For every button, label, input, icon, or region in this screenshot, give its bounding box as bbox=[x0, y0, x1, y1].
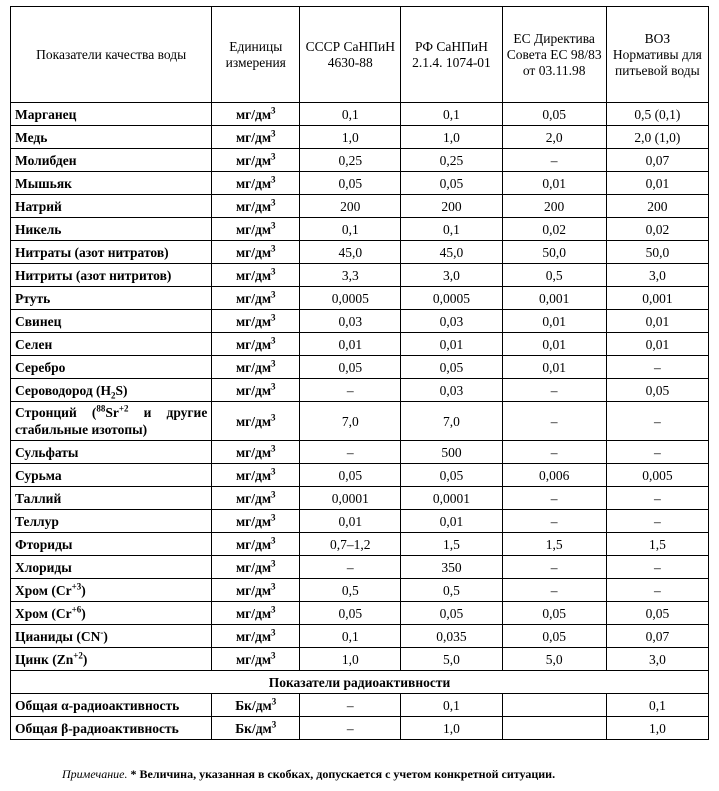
value-rf: 0,0001 bbox=[401, 487, 502, 510]
value-who: 3,0 bbox=[606, 264, 708, 287]
table-row bbox=[11, 310, 709, 333]
unit-cell bbox=[212, 356, 300, 379]
value-ussr: 0,1 bbox=[300, 218, 401, 241]
value-rf: 0,1 bbox=[401, 218, 502, 241]
unit-text: мг/дм bbox=[235, 513, 272, 529]
value-rf: 0,1 bbox=[401, 694, 502, 717]
unit-exponent: 3 bbox=[271, 289, 276, 299]
unit-cell bbox=[212, 103, 300, 126]
unit-exponent: 3 bbox=[271, 650, 276, 660]
value-who: 0,01 bbox=[606, 172, 708, 195]
header-indicator: Показатели качества воды bbox=[11, 7, 212, 103]
unit-text: мг/дм bbox=[235, 106, 272, 122]
value-eu: – bbox=[502, 402, 606, 441]
unit-cell bbox=[212, 441, 300, 464]
unit-exponent: 3 bbox=[271, 512, 276, 522]
name-part: Стронций ( bbox=[15, 405, 97, 420]
value-rf: 0,0005 bbox=[401, 287, 502, 310]
unit-exponent: 3 bbox=[271, 105, 276, 115]
value-who: – bbox=[606, 510, 708, 533]
table-row bbox=[11, 287, 709, 310]
value-ussr: – bbox=[300, 717, 401, 740]
unit-text: мг/дм bbox=[235, 628, 272, 644]
table-row bbox=[11, 172, 709, 195]
indicator-name: Сурьма bbox=[11, 464, 212, 487]
value-rf: 0,03 bbox=[401, 310, 502, 333]
value-who: 0,01 bbox=[606, 333, 708, 356]
table-row bbox=[11, 464, 709, 487]
value-eu: 0,006 bbox=[502, 464, 606, 487]
value-ussr: – bbox=[300, 379, 401, 402]
indicator-name: Хлориды bbox=[11, 556, 212, 579]
unit-exponent: 3 bbox=[271, 381, 276, 391]
table-row bbox=[11, 402, 709, 441]
name-part: Хром (Cr bbox=[15, 605, 72, 621]
value-ussr: 0,05 bbox=[300, 464, 401, 487]
unit-exponent: 3 bbox=[271, 335, 276, 345]
value-who: 1,5 bbox=[606, 533, 708, 556]
value-rf: 500 bbox=[401, 441, 502, 464]
value-ussr: – bbox=[300, 441, 401, 464]
indicator-name: Свинец bbox=[11, 310, 212, 333]
name-part: и другие стабильные изотопы) bbox=[15, 405, 208, 437]
table-row bbox=[11, 533, 709, 556]
value-ussr: 1,0 bbox=[300, 126, 401, 149]
value-who: 0,5 (0,1) bbox=[606, 103, 708, 126]
value-who: 1,0 bbox=[606, 717, 708, 740]
value-ussr: 1,0 bbox=[300, 648, 401, 671]
value-ussr: 0,05 bbox=[300, 602, 401, 625]
value-ussr: 0,05 bbox=[300, 172, 401, 195]
unit-text: мг/дм bbox=[235, 359, 272, 375]
table-row bbox=[11, 441, 709, 464]
unit-cell bbox=[212, 533, 300, 556]
value-ussr: 3,3 bbox=[300, 264, 401, 287]
value-who: 0,05 bbox=[606, 602, 708, 625]
value-rf: 0,25 bbox=[401, 149, 502, 172]
value-eu: 200 bbox=[502, 195, 606, 218]
name-part: Сероводород (H bbox=[15, 382, 112, 398]
indicator-name bbox=[11, 625, 212, 648]
name-subscript: 2 bbox=[111, 390, 116, 401]
indicator-name bbox=[11, 602, 212, 625]
indicator-name: Медь bbox=[11, 126, 212, 149]
indicator-name bbox=[11, 648, 212, 671]
value-ussr: 200 bbox=[300, 195, 401, 218]
value-rf: 0,01 bbox=[401, 510, 502, 533]
value-rf: 200 bbox=[401, 195, 502, 218]
value-who: 0,07 bbox=[606, 625, 708, 648]
unit-text: мг/дм bbox=[235, 244, 272, 260]
value-rf: 7,0 bbox=[401, 402, 502, 441]
unit-cell bbox=[212, 333, 300, 356]
name-element: Sr bbox=[105, 405, 119, 420]
footnote-label: Примечание. bbox=[62, 767, 128, 781]
unit-exponent: 3 bbox=[271, 243, 276, 253]
section-row bbox=[11, 671, 709, 694]
unit-text: мг/дм bbox=[235, 536, 272, 552]
unit-exponent: 3 bbox=[271, 466, 276, 476]
value-ussr: 0,1 bbox=[300, 625, 401, 648]
value-eu: 0,05 bbox=[502, 625, 606, 648]
unit-text: мг/дм bbox=[235, 336, 272, 352]
unit-text: мг/дм bbox=[235, 382, 272, 398]
value-rf: 350 bbox=[401, 556, 502, 579]
unit-cell bbox=[212, 287, 300, 310]
unit-exponent: 3 bbox=[271, 604, 276, 614]
value-rf: 1,5 bbox=[401, 533, 502, 556]
unit-cell bbox=[212, 579, 300, 602]
value-eu: 1,5 bbox=[502, 533, 606, 556]
value-eu: 0,5 bbox=[502, 264, 606, 287]
unit-text: мг/дм bbox=[235, 467, 272, 483]
table-row bbox=[11, 379, 709, 402]
indicator-name: Общая α-радиоактивность bbox=[11, 694, 212, 717]
table-row bbox=[11, 487, 709, 510]
name-superscript: - bbox=[100, 627, 104, 637]
name-part: S) bbox=[115, 382, 128, 398]
unit-exponent: 3 bbox=[271, 627, 276, 637]
unit-exponent: 3 bbox=[271, 412, 276, 422]
value-rf: 0,5 bbox=[401, 579, 502, 602]
table-row bbox=[11, 195, 709, 218]
value-eu: 5,0 bbox=[502, 648, 606, 671]
indicator-name: Никель bbox=[11, 218, 212, 241]
indicator-name: Фториды bbox=[11, 533, 212, 556]
unit-text: мг/дм bbox=[235, 582, 272, 598]
unit-text: мг/дм bbox=[235, 221, 272, 237]
unit-exponent: 3 bbox=[271, 312, 276, 322]
unit-exponent: 3 bbox=[271, 558, 276, 568]
value-who: 200 bbox=[606, 195, 708, 218]
value-who: 2,0 (1,0) bbox=[606, 126, 708, 149]
value-ussr: – bbox=[300, 556, 401, 579]
value-ussr: 0,01 bbox=[300, 333, 401, 356]
indicator-name: Общая β-радиоактивность bbox=[11, 717, 212, 740]
value-who: 3,0 bbox=[606, 648, 708, 671]
unit-text: мг/дм bbox=[235, 559, 272, 575]
unit-text: мг/дм bbox=[235, 413, 272, 429]
value-rf: 0,05 bbox=[401, 172, 502, 195]
unit-text: мг/дм bbox=[235, 198, 272, 214]
value-eu: 0,01 bbox=[502, 172, 606, 195]
unit-text: мг/дм bbox=[235, 313, 272, 329]
table-row bbox=[11, 264, 709, 287]
value-who: – bbox=[606, 402, 708, 441]
indicator-name: Сульфаты bbox=[11, 441, 212, 464]
value-eu: 50,0 bbox=[502, 241, 606, 264]
unit-exponent: 3 bbox=[271, 489, 276, 499]
value-who: 0,1 bbox=[606, 694, 708, 717]
value-eu: – bbox=[502, 510, 606, 533]
unit-cell bbox=[212, 694, 300, 717]
value-eu: 0,05 bbox=[502, 602, 606, 625]
table-row bbox=[11, 556, 709, 579]
table-row bbox=[11, 103, 709, 126]
unit-text: Бк/дм bbox=[235, 697, 272, 713]
table-row bbox=[11, 241, 709, 264]
value-eu: 0,01 bbox=[502, 310, 606, 333]
name-charge: +2 bbox=[118, 403, 129, 414]
unit-text: мг/дм bbox=[235, 152, 272, 168]
unit-exponent: 3 bbox=[271, 443, 276, 453]
indicator-name bbox=[11, 379, 212, 402]
indicator-name: Натрий bbox=[11, 195, 212, 218]
indicator-name: Молибден bbox=[11, 149, 212, 172]
unit-cell bbox=[212, 556, 300, 579]
unit-text: мг/дм bbox=[235, 290, 272, 306]
unit-cell bbox=[212, 510, 300, 533]
table-row bbox=[11, 694, 709, 717]
unit-text: мг/дм bbox=[235, 651, 272, 667]
indicator-name: Селен bbox=[11, 333, 212, 356]
table-row bbox=[11, 648, 709, 671]
value-rf: 0,03 bbox=[401, 379, 502, 402]
unit-cell bbox=[212, 402, 300, 441]
table-row bbox=[11, 126, 709, 149]
indicator-name: Ртуть bbox=[11, 287, 212, 310]
unit-text: мг/дм bbox=[235, 605, 272, 621]
unit-text: мг/дм bbox=[235, 490, 272, 506]
unit-cell bbox=[212, 264, 300, 287]
indicator-name: Таллий bbox=[11, 487, 212, 510]
value-who: 0,05 bbox=[606, 379, 708, 402]
unit-cell bbox=[212, 310, 300, 333]
value-ussr: 0,01 bbox=[300, 510, 401, 533]
table-row bbox=[11, 333, 709, 356]
header-rf: РФ СаНПиН 2.1.4. 1074-01 bbox=[401, 7, 502, 103]
value-ussr: 0,25 bbox=[300, 149, 401, 172]
unit-exponent: 3 bbox=[271, 696, 277, 706]
unit-exponent: 3 bbox=[271, 220, 276, 230]
footnote bbox=[62, 767, 555, 782]
unit-exponent: 3 bbox=[271, 719, 277, 729]
value-who: 50,0 bbox=[606, 241, 708, 264]
value-who: – bbox=[606, 487, 708, 510]
value-rf: 5,0 bbox=[401, 648, 502, 671]
header-eu: ЕС Директива Совета ЕС 98/83 от 03.11.98 bbox=[502, 7, 606, 103]
unit-cell bbox=[212, 648, 300, 671]
unit-cell bbox=[212, 717, 300, 740]
name-superscript: +2 bbox=[73, 650, 83, 660]
value-eu: – bbox=[502, 441, 606, 464]
value-eu bbox=[502, 694, 606, 717]
indicator-name: Марганец bbox=[11, 103, 212, 126]
indicator-name bbox=[11, 402, 212, 441]
value-eu: 0,01 bbox=[502, 333, 606, 356]
name-part: ) bbox=[103, 628, 108, 644]
unit-cell bbox=[212, 195, 300, 218]
value-rf: 0,01 bbox=[401, 333, 502, 356]
name-part: Цианиды (CN bbox=[15, 628, 101, 644]
value-ussr: 45,0 bbox=[300, 241, 401, 264]
unit-text: Бк/дм bbox=[235, 720, 272, 736]
name-part: ) bbox=[82, 651, 88, 667]
unit-text: мг/дм bbox=[235, 129, 272, 145]
value-who: 0,02 bbox=[606, 218, 708, 241]
value-eu: 0,05 bbox=[502, 103, 606, 126]
name-part: ) bbox=[81, 582, 86, 598]
unit-exponent: 3 bbox=[271, 581, 276, 591]
value-eu: 0,001 bbox=[502, 287, 606, 310]
unit-cell bbox=[212, 218, 300, 241]
indicator-name: Серебро bbox=[11, 356, 212, 379]
name-superscript: +6 bbox=[71, 604, 82, 614]
value-ussr: 0,03 bbox=[300, 310, 401, 333]
indicator-name: Нитриты (азот нитритов) bbox=[11, 264, 212, 287]
name-superscript: +3 bbox=[71, 581, 82, 591]
value-who: 0,07 bbox=[606, 149, 708, 172]
value-ussr: 0,7–1,2 bbox=[300, 533, 401, 556]
indicator-name: Теллур bbox=[11, 510, 212, 533]
indicator-name bbox=[11, 579, 212, 602]
footnote-text: * Величина, указанная в скобках, допускается с учетом конкретной ситуации. bbox=[127, 767, 556, 781]
unit-exponent: 3 bbox=[271, 174, 276, 184]
name-isotope: 88 bbox=[96, 403, 106, 414]
value-ussr: 0,5 bbox=[300, 579, 401, 602]
value-who: – bbox=[606, 556, 708, 579]
header-who: ВОЗ Нормативы для питьевой воды bbox=[606, 7, 708, 103]
value-rf: 0,035 bbox=[401, 625, 502, 648]
header-ussr: СССР СаНПиН 4630-88 bbox=[300, 7, 401, 103]
indicator-name: Нитраты (азот нитратов) bbox=[11, 241, 212, 264]
table-row bbox=[11, 356, 709, 379]
value-rf: 0,05 bbox=[401, 356, 502, 379]
value-who: 0,001 bbox=[606, 287, 708, 310]
table-row bbox=[11, 149, 709, 172]
value-eu: – bbox=[502, 556, 606, 579]
value-eu: 2,0 bbox=[502, 126, 606, 149]
value-eu: – bbox=[502, 149, 606, 172]
unit-text: мг/дм bbox=[235, 444, 272, 460]
value-rf: 1,0 bbox=[401, 717, 502, 740]
value-who: – bbox=[606, 579, 708, 602]
header-unit: Единицы измерения bbox=[212, 7, 300, 103]
value-ussr: 0,0005 bbox=[300, 287, 401, 310]
value-who: – bbox=[606, 356, 708, 379]
unit-cell bbox=[212, 149, 300, 172]
table-row bbox=[11, 579, 709, 602]
value-ussr: – bbox=[300, 694, 401, 717]
value-who: – bbox=[606, 441, 708, 464]
unit-text: мг/дм bbox=[235, 267, 272, 283]
value-rf: 0,05 bbox=[401, 464, 502, 487]
value-eu: – bbox=[502, 487, 606, 510]
table-row bbox=[11, 602, 709, 625]
value-eu: – bbox=[502, 579, 606, 602]
value-who: 0,005 bbox=[606, 464, 708, 487]
unit-exponent: 3 bbox=[271, 128, 276, 138]
unit-cell bbox=[212, 602, 300, 625]
section-title: Показатели радиоактивности bbox=[11, 671, 709, 694]
table-row bbox=[11, 625, 709, 648]
value-ussr: 0,0001 bbox=[300, 487, 401, 510]
value-eu: 0,02 bbox=[502, 218, 606, 241]
unit-cell bbox=[212, 487, 300, 510]
table-row bbox=[11, 510, 709, 533]
unit-cell bbox=[212, 126, 300, 149]
table-body bbox=[11, 103, 709, 740]
name-part: ) bbox=[81, 605, 86, 621]
name-part: Цинк (Zn bbox=[15, 651, 74, 667]
unit-exponent: 3 bbox=[271, 358, 276, 368]
indicator-name: Мышьяк bbox=[11, 172, 212, 195]
value-ussr: 0,05 bbox=[300, 356, 401, 379]
unit-text: мг/дм bbox=[235, 175, 272, 191]
value-ussr: 0,1 bbox=[300, 103, 401, 126]
name-part: Хром (Cr bbox=[15, 582, 72, 598]
value-rf: 1,0 bbox=[401, 126, 502, 149]
value-who: 0,01 bbox=[606, 310, 708, 333]
unit-exponent: 3 bbox=[271, 535, 276, 545]
unit-cell bbox=[212, 241, 300, 264]
unit-exponent: 3 bbox=[271, 266, 276, 276]
unit-exponent: 3 bbox=[271, 197, 276, 207]
value-rf: 0,05 bbox=[401, 602, 502, 625]
table-row bbox=[11, 218, 709, 241]
value-eu: 0,01 bbox=[502, 356, 606, 379]
unit-cell bbox=[212, 172, 300, 195]
value-rf: 3,0 bbox=[401, 264, 502, 287]
value-ussr: 7,0 bbox=[300, 402, 401, 441]
value-rf: 45,0 bbox=[401, 241, 502, 264]
unit-exponent: 3 bbox=[271, 151, 276, 161]
water-quality-table bbox=[10, 6, 709, 740]
unit-cell bbox=[212, 464, 300, 487]
table-header-row bbox=[11, 7, 709, 103]
table-row bbox=[11, 717, 709, 740]
value-rf: 0,1 bbox=[401, 103, 502, 126]
unit-cell bbox=[212, 625, 300, 648]
value-eu: – bbox=[502, 379, 606, 402]
value-eu bbox=[502, 717, 606, 740]
unit-cell bbox=[212, 379, 300, 402]
